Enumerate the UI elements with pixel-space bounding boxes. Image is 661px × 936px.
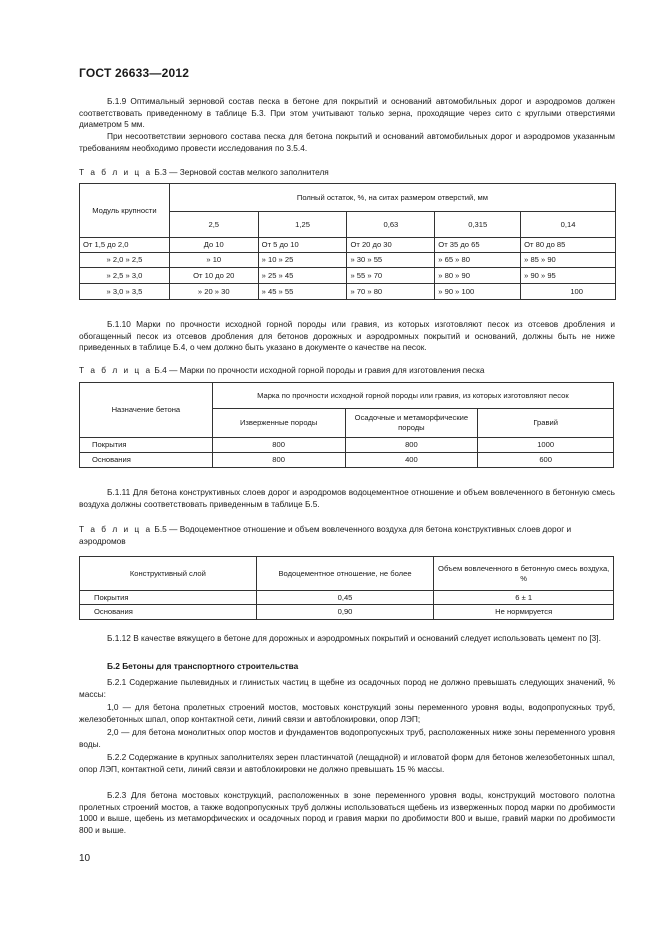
table-row — [80, 238, 616, 253]
table-cell: » 70 » 80 — [347, 284, 435, 300]
table-header-cell: 0,14 — [521, 212, 616, 238]
table-cell: От 5 до 10 — [258, 238, 347, 253]
table-cell: » 90 » 95 — [521, 268, 616, 284]
table-cell: 600 — [478, 453, 614, 468]
table-header-cell: 2,5 — [169, 212, 258, 238]
table-cell: » 85 » 90 — [521, 253, 616, 268]
table-cell: » 45 » 55 — [258, 284, 347, 300]
table-cell: » 20 » 30 — [169, 284, 258, 300]
table-header-cell: Гравий — [478, 409, 614, 438]
table-header-cell: 0,63 — [347, 212, 435, 238]
table-cell: От 20 до 30 — [347, 238, 435, 253]
page-number: 10 — [79, 853, 91, 864]
table-row — [80, 438, 614, 453]
table-cell: » 90 » 100 — [435, 284, 521, 300]
table-row — [80, 605, 614, 620]
caption-text: Б.4 — Марки по прочности исходной горной породы и гравия для изготовления песка — [154, 365, 485, 375]
table-cell: От 80 до 85 — [521, 238, 616, 253]
section-heading-text: Б.2 Бетоны для транспортного строительства — [107, 661, 299, 671]
table-header-cell: Назначение бетона — [80, 383, 213, 438]
caption-prefix: Т а б л и ц а — [79, 524, 153, 534]
paragraph-b1-11 — [79, 487, 615, 510]
caption-text: Б.3 — Зерновой состав мелкого заполнителя — [154, 167, 329, 177]
table-cell: Покрытия — [80, 591, 257, 605]
table-cell: » 2,0 » 2,5 — [80, 253, 170, 268]
table-cell: » 65 » 80 — [435, 253, 521, 268]
table-header-cell: Изверженные породы — [212, 409, 345, 438]
section-heading-b2 — [79, 661, 615, 673]
table-cell: 400 — [345, 453, 478, 468]
paragraph-b1-9 — [79, 96, 615, 131]
table-cell: » 2,5 » 3,0 — [80, 268, 170, 284]
table-header-cell: Водоцементное отношение, не более — [256, 557, 434, 591]
table-header-cell: Осадочные и метаморфические породы — [345, 409, 478, 438]
table-cell: » 55 » 70 — [347, 268, 435, 284]
table-cell: 800 — [345, 438, 478, 453]
table-b4 — [79, 382, 614, 468]
table-cell: 1000 — [478, 438, 614, 453]
paragraph-text: 1,0 — для бетона пролетных строений мостов, мостовых конструкций зоны переменного уровня воды, водопропускных труб, железобетонных шпал, опор контактной сети, линий связи и автоблокировки, опор ЛЭП; — [79, 702, 615, 724]
caption-prefix: Т а б л и ц а — [79, 167, 153, 177]
table-cell: 100 — [521, 284, 616, 300]
table-header-cell: Модуль крупности — [80, 184, 170, 238]
paragraph-text: Б.2.2 Содержание в крупных заполнителях зерен пластинчатой (лещадной) и игловатой форм для бетонов железобетонных шпал, опор ЛЭП, контактной сети, линий связи и автоблокировки не должно превышать 15 % массы. — [79, 752, 615, 774]
paragraph-b2-1 — [79, 677, 615, 700]
table-cell: 0,90 — [256, 605, 434, 620]
table-cell: » 3,0 » 3,5 — [80, 284, 170, 300]
table-cell: Основания — [80, 605, 257, 620]
paragraph-b1-9-cont — [79, 131, 615, 154]
paragraph-b2-1-item1 — [79, 702, 615, 725]
table-cell: От 35 до 65 — [435, 238, 521, 253]
table-cell: Основания — [80, 453, 213, 468]
paragraph-text: Б.1.9 Оптимальный зерновой состав песка в бетоне для покрытий и оснований автомобильных дорог и аэродромов должен соответствовать приведенному в таблице Б.3. При этом учитывают только зерна, проходящие через сито с круглыми отверстиями диаметром 5 мм. — [79, 96, 615, 130]
table-cell: » 25 » 45 — [258, 268, 347, 284]
table-header-cell: Полный остаток, %, на ситах размером отверстий, мм — [169, 184, 615, 212]
paragraph-b2-3 — [79, 790, 615, 836]
table-header-cell: Марка по прочности исходной горной породы или гравия, из которых изготовляют песок — [212, 383, 613, 409]
table-cell: » 10 — [169, 253, 258, 268]
table-cell: » 30 » 55 — [347, 253, 435, 268]
table-header-cell: 0,315 — [435, 212, 521, 238]
table-header-cell: 1,25 — [258, 212, 347, 238]
table-b3 — [79, 183, 616, 300]
paragraph-text: При несоответствии зернового состава песка для бетона покрытий и оснований автомобильных дорог и аэродромов указанным требованиям необходимо провести исследования по 3.5.4. — [79, 131, 615, 153]
caption-text: Б.5 — Водоцементное отношение и объем вовлеченного воздуха для бетона конструктивных слоев дорог и аэродромов — [79, 524, 572, 546]
table-row — [80, 453, 614, 468]
table-b5 — [79, 556, 614, 620]
paragraph-text: Б.2.3 Для бетона мостовых конструкций, расположенных в зоне переменного уровня воды, конструкций мостового полотна пролетных строений мостов, а также водопропускных труб должны использоваться щебень из изверженных пород марки по дробимости 1000 и выше, щебень из метаморфических и осадочных пород и гравия марки по дробимости 800 и выше, гравий марки по дробимости 800 и выше. — [79, 790, 615, 835]
table-cell: 6 ± 1 — [434, 591, 614, 605]
table-cell: 0,45 — [256, 591, 434, 605]
table-cell: 800 — [212, 453, 345, 468]
paragraph-text: Б.1.11 Для бетона конструктивных слоев дорог и аэродромов водоцементное отношение и объем вовлеченного в бетонную смесь воздуха должны соответствовать приведенным в таблице Б.5. — [79, 487, 615, 509]
table-cell: » 80 » 90 — [435, 268, 521, 284]
paragraph-b1-12 — [79, 633, 615, 645]
paragraph-text: Б.2.1 Содержание пылевидных и глинистых частиц в щебне из осадочных пород не должно превышать следующих значений, % массы: — [79, 677, 615, 699]
table-cell: Покрытия — [80, 438, 213, 453]
table-cell: Не нормируется — [434, 605, 614, 620]
document-header: ГОСТ 26633—2012 — [79, 66, 190, 80]
table-cell: От 1,5 до 2,0 — [80, 238, 170, 253]
table-cell: » 10 » 25 — [258, 253, 347, 268]
table-row — [80, 284, 616, 300]
paragraph-text: Б.1.12 В качестве вяжущего в бетоне для дорожных и аэродромных покрытий и оснований следует использовать цемент по [3]. — [107, 633, 601, 643]
paragraph-text: 2,0 — для бетона монолитных опор мостов и фундаментов водопропускных труб, расположенных ниже зоны переменного уровня воды. — [79, 727, 615, 749]
caption-prefix: Т а б л и ц а — [79, 365, 153, 375]
paragraph-b1-10 — [79, 319, 615, 354]
paragraph-text: Б.1.10 Марки по прочности исходной горной породы или гравия, из которых изготовляют песок из отсевов дробления и обогащенный песок из отсевов дробления для бетонов дорожных и аэродромных покрытий и оснований, должны быть не ниже приведенных в таблице Б.4, о чем должно быть указано в документе о качестве на песок. — [79, 319, 615, 353]
table-row — [80, 268, 616, 284]
table-cell: От 10 до 20 — [169, 268, 258, 284]
table-header-cell: Конструктивный слой — [80, 557, 257, 591]
table-row — [80, 591, 614, 605]
paragraph-b2-2 — [79, 752, 615, 775]
table-header-cell: Объем вовлеченного в бетонную смесь воздуха, % — [434, 557, 614, 591]
table-b3-caption — [79, 167, 619, 179]
table-b5-caption — [79, 524, 619, 547]
paragraph-b2-1-item2 — [79, 727, 615, 750]
table-cell: 800 — [212, 438, 345, 453]
table-cell: До 10 — [169, 238, 258, 253]
table-b4-caption — [79, 365, 619, 377]
table-row — [80, 253, 616, 268]
